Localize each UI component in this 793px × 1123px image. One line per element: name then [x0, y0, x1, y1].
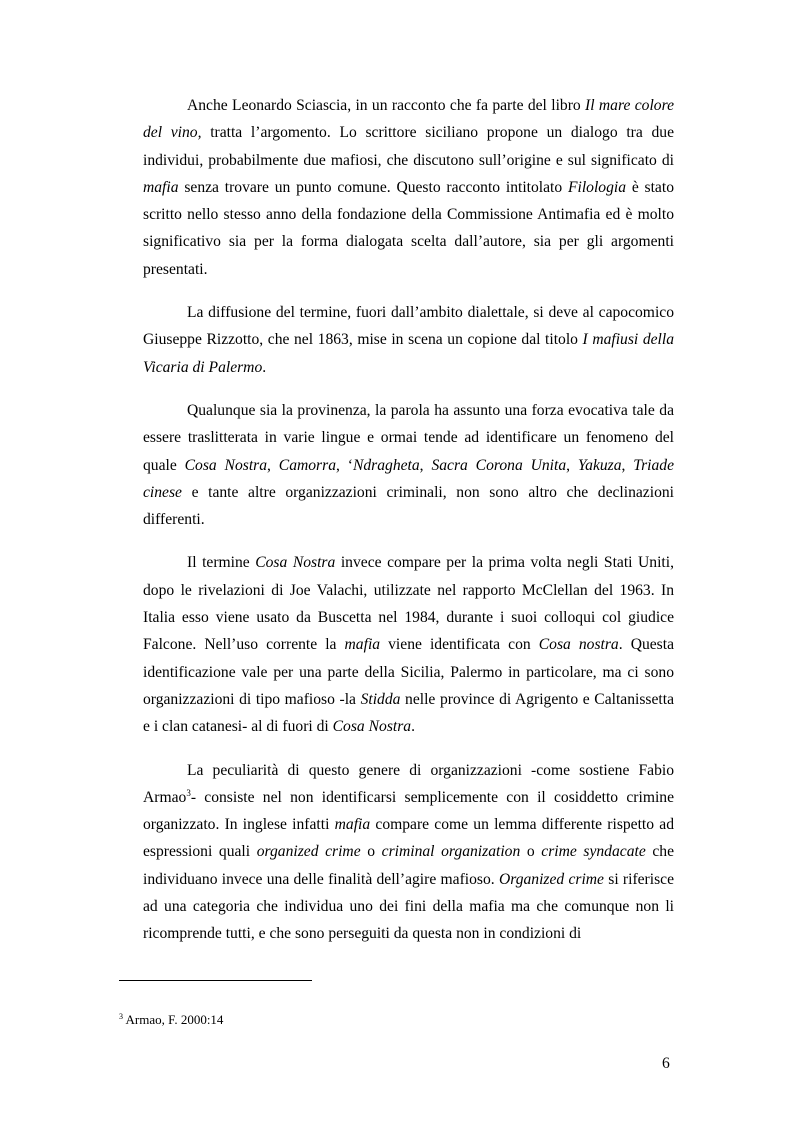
text-segment: . [411, 718, 415, 736]
text-segment: - consiste nel non identificarsi semplicemente con il cosiddetto crimine organizzato. In inglese infatti [143, 788, 674, 834]
text-segment: Anche Leonardo Sciascia, in un racconto che fa parte del libro [187, 97, 586, 114]
text-segment: , [621, 456, 634, 474]
italic-text: crime syndacate [541, 843, 646, 861]
body-text [143, 92, 674, 964]
paragraph [143, 299, 674, 381]
italic-text: Stidda [360, 690, 401, 708]
text-segment: si riferisce ad una categoria che individua uno dei fini della mafia ma che comunque non li ricomprende tutti, e che sono perseguiti da questa non in condizioni di [143, 870, 674, 943]
italic-text: Cosa nostra [538, 636, 619, 654]
text-segment: , ‘ [336, 456, 353, 474]
text-segment: viene identificata con [380, 636, 539, 654]
paragraph [143, 397, 674, 533]
text-segment: tratta l’argomento. Lo scrittore siciliano propone un dialogo tra due individui, probabilmente due mafiosi, che discutono sull’origine e sul significato di [143, 124, 674, 169]
italic-text: Triade cinese [143, 456, 675, 501]
text-segment: , [267, 456, 279, 474]
text-segment: e tante altre organizzazioni criminali, non sono altro che declinazioni differenti. [143, 483, 674, 529]
footnote-reference: 3 [186, 787, 191, 798]
footnote-separator [119, 980, 312, 981]
italic-text: Cosa Nostra [184, 456, 268, 474]
text-segment: compare come un lemma differente rispetto ad espressioni quali [143, 816, 675, 861]
footnote-text: Armao, F. 2000:14 [123, 1012, 224, 1027]
text-segment: Qualunque sia la provinenza, la parola ha assunto una forza evocativa tale da essere traslitterata in varie lingue e ormai tende ad identificare un fenomeno del quale [143, 401, 674, 474]
italic-text: Ndragheta [352, 456, 420, 474]
footnote [119, 1012, 223, 1028]
italic-text: mafia [344, 636, 381, 654]
text-segment: o [360, 843, 382, 861]
italic-text: Il mare colore del vino, [143, 97, 674, 142]
page-number: 6 [662, 1055, 670, 1072]
text-segment: che individuano invece una delle finalità dell’agire mafioso. [143, 843, 675, 888]
text-segment: o [520, 843, 542, 861]
italic-text: I mafiusi della Vicaria di Palermo [143, 331, 675, 376]
text-segment: , [419, 456, 432, 474]
text-segment: La diffusione del termine, fuori dall’ambito dialettale, si deve al capocomico Giuseppe Rizzotto, che nel 1863, mise in scena un copione dal titolo [143, 304, 674, 349]
italic-text: Yakuza [577, 456, 622, 474]
text-segment: invece compare per la prima volta negli Stati Uniti, dopo le rivelazioni di Joe Valachi, utilizzate nel rapporto McClellan del 1963. In Italia esso viene usato da Buscetta nel 1984, durante i suoi colloqui col giudice Falcone. Nell’uso corrente la [143, 554, 674, 654]
italic-text: Sacra Corona Unita [431, 456, 567, 474]
italic-text: organized crime [256, 843, 361, 861]
italic-text: mafia [143, 178, 179, 196]
text-segment: è stato scritto nello stesso anno della fondazione della Commissione Antimafia ed è molto significativo sia per la forma dialogata scelta dall’autore, sia per gli argomenti presentati. [143, 178, 674, 278]
text-segment: Il termine [187, 554, 256, 572]
text-segment: . Questa identificazione vale per una parte della Sicilia, Palermo in particolare, ma ci sono organizzazioni di tipo mafioso -la [143, 636, 674, 708]
italic-text: Cosa Nostra [255, 554, 336, 572]
text-segment: , [566, 456, 578, 474]
italic-text: Organized crime [498, 870, 604, 888]
italic-text: mafia [334, 816, 371, 834]
text-segment: La peculiarità di questo genere di organizzazioni -come sostiene Fabio Armao [143, 761, 674, 806]
italic-text: Cosa Nostra [332, 718, 412, 736]
italic-text: criminal organization [381, 843, 521, 861]
italic-text: Camorra [278, 456, 336, 474]
text-segment: senza trovare un punto comune. Questo racconto intitolato [178, 178, 568, 196]
paragraph [143, 757, 674, 948]
text-segment: . [262, 358, 267, 376]
paragraph [143, 92, 674, 283]
italic-text: Filologia [567, 178, 627, 196]
text-segment: nelle province di Agrigento e Caltanissetta e i clan catanesi- al di fuori di [143, 690, 674, 736]
footnote-marker: 3 [119, 1012, 123, 1021]
paragraph [143, 549, 674, 740]
